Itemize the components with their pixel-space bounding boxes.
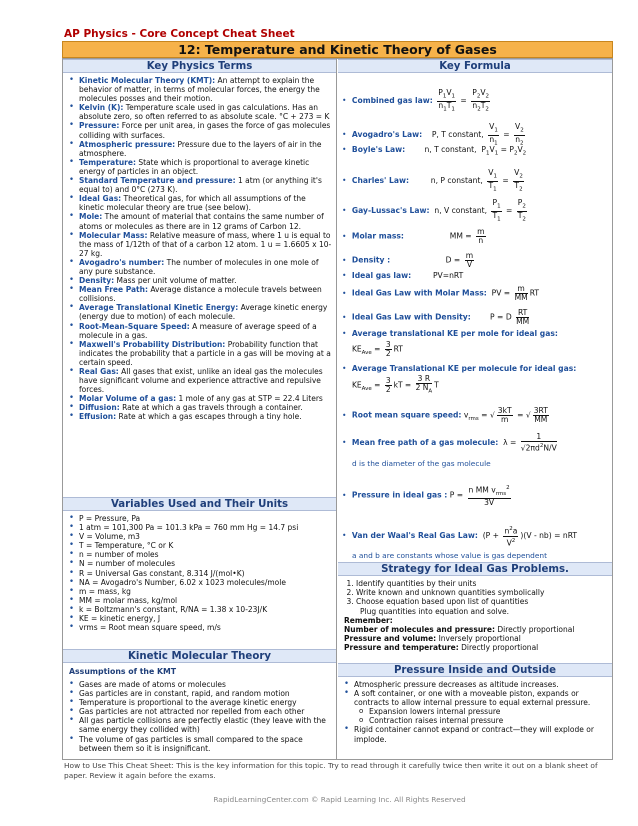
strategy-step-continuation: Plug quantities into equation and solve. [360, 606, 510, 616]
formula-label: Pressure in ideal gas : [351, 490, 448, 500]
key-term-item [68, 212, 332, 230]
key-term-definition: Average distance a molecule travels between collisions. [79, 285, 322, 304]
key-term-item [68, 76, 332, 103]
variable-item: • k = Boltzmann's constant, R/NA = 1.38 x 10-23J/K [68, 605, 332, 614]
key-term-definition: Mass per unit volume of matter. [114, 276, 237, 286]
key-terms-section [63, 59, 336, 422]
remember-item: Pressure and temperature: Directly proportional [344, 643, 539, 653]
left-column [63, 59, 337, 759]
key-term-definition: Rate at which a gas travels through a container. [119, 403, 303, 413]
formula-section [338, 59, 612, 73]
formula-label: Boyle's Law: [351, 145, 406, 154]
formula-label: Root mean square speed: [351, 410, 462, 420]
kmt-subheading: Assumptions of the KMT [69, 667, 177, 676]
formula-expression: $KE_{Ave}$ = $\frac{3}{2}$ kT = $\frac{3 R}{2 N_A}$ T [352, 374, 439, 395]
key-term-name: Kinetic Molecular Theory (KMT): [79, 76, 216, 85]
formula-condition: n, V constant, [434, 206, 488, 216]
key-term-item [68, 322, 332, 340]
formula-gay-lussac: • Gay-Lussac's Law: n, V constant, $\frac{P_1}{T_1}$ = $\frac{P_2}{T_2}$ [342, 199, 608, 223]
key-term-definition: Temperature scale used in gas calculations. Has an absolute zero, so often referred to as absolute scale. °C + 273 = K [79, 103, 330, 122]
variable-item: • T = Temperature, °C or K [68, 541, 332, 550]
variable-item: • R = Universal Gas constant, 8.314 J/(mol•K) [68, 569, 332, 578]
formula-avogadro: • Avogadro's Law: P, T constant, $\frac{V_1}{n_1}$ = $\frac{V_2}{n_2}$ [342, 123, 608, 147]
remember-item: Pressure and volume: Inversely proportional [344, 634, 521, 644]
key-term-name: Root-Mean-Square Speed: [79, 321, 190, 331]
kmt-assumption-item: • Gases are made of atoms or molecules [68, 680, 332, 689]
key-term-name: Real Gas: [79, 367, 119, 376]
key-term-item [68, 194, 332, 212]
key-term-item [68, 158, 332, 176]
formula-expression: PV=nRT [432, 271, 464, 280]
formula-expression: $KE_{Ave}$ = $\frac{3}{2}$ RT [352, 340, 403, 358]
key-term-item [68, 103, 332, 121]
formula-combined: • Combined gas law: $\frac{P_1V_1}{n_1T_1}$ = $\frac{P_2V_2}{n_2T_2}$ [342, 89, 608, 113]
key-term-name: Molecular Mass: [79, 230, 148, 240]
key-term-name: Mean Free Path: [79, 285, 148, 295]
list-item: • Rigid container cannot expand or contract—they will explode or implode. [343, 725, 608, 743]
variable-item: • V = Volume, m3 [68, 532, 332, 541]
formula-label: Charles' Law: [351, 176, 410, 186]
strategy-body [338, 576, 612, 653]
remember-item: Number of molecules and pressure: Directly proportional [344, 625, 575, 635]
key-term-item [68, 285, 332, 303]
key-term-item [68, 412, 332, 421]
kmt-list [63, 677, 336, 753]
key-term-name: Ideal Gas: [79, 194, 122, 204]
key-term-definition: A measure of average speed of a molecule in a gas. [79, 321, 317, 340]
key-term-item [68, 231, 332, 258]
key-terms-heading: Key Physics Terms [63, 59, 336, 73]
key-term-item [68, 140, 332, 158]
kmt-assumption-item: • Temperature is proportional to the average kinetic energy [68, 698, 332, 707]
key-term-definition: State which is proportional to average kinetic energy of particles in an object. [79, 157, 310, 176]
key-term-item [68, 403, 332, 412]
formula-label: Van der Waal's Real Gas Law: [351, 531, 478, 541]
key-term-definition: Average kinetic energy (energy due to motion) of each molecule. [79, 303, 328, 322]
key-term-item [68, 340, 332, 367]
formula-ideal-gas [342, 271, 608, 280]
formula-charles: • Charles' Law: n, P constant, $\frac{V_1}{T_1}$ = $\frac{V_2}{T_2}$ [342, 169, 608, 193]
remember-label: Remember: [344, 615, 393, 625]
key-term-name: Atmospheric pressure: [79, 139, 176, 149]
key-term-definition: Relative measure of mass, where 1 u is equal to the mass of 1/12th of that of a carbon 12 atom. 1 u = 1.6605 x 10-27 kg. [79, 230, 332, 258]
formula-label: Molar mass: [351, 231, 404, 241]
key-term-name: Standard Temperature and pressure: [79, 176, 236, 186]
formula-pressure: • Pressure in ideal gas : P = $\frac{n MM v_{rms}^2}{3V}$ [342, 484, 608, 507]
kmt-section [63, 649, 336, 753]
formula-label: Gay-Lussac's Law: [351, 206, 430, 216]
key-term-definition: Probability function that indicates the probability that a particle in a gas will be moving at a certain speed. [79, 339, 331, 367]
key-term-item [68, 176, 332, 194]
variable-item: • n = number of moles [68, 550, 332, 559]
variables-section [63, 497, 336, 632]
formula-label: Avogadro's Law: [351, 130, 423, 140]
key-term-definition: An attempt to explain the behavior of matter, in terms of molecular forces, the energy the molecules posses and their motion. [79, 76, 320, 104]
formula-van-der-waals: • Van der Waal's Real Gas Law: (P + $\frac{n^2a}{V^2}$ )(V - nb) = nRT [342, 525, 608, 547]
kmt-assumption-item: • All gas particle collisions are perfectly elastic (they leave with the same energy they collided with) [68, 716, 332, 734]
variable-item: • MM = molar mass, kg/mol [68, 596, 332, 605]
formula-condition: P, T constant, [431, 130, 484, 140]
variable-item: • N = number of molecules [68, 559, 332, 568]
formula-density: • Density : D = $\frac{m}{V}$ [342, 252, 608, 269]
page-title: 12: Temperature and Kinetic Theory of Gases [62, 41, 613, 58]
key-term-name: Diffusion: [79, 403, 120, 413]
formula-ideal-density: • Ideal Gas Law with Density: P = D $\frac{RT}{MM}$ [342, 309, 608, 326]
kmt-assumption-item: • Gas particles are in constant, rapid, and random motion [68, 689, 332, 698]
formula-label: Mean free path of a gas molecule: [351, 437, 499, 447]
formula-label: Combined gas law: [351, 96, 433, 106]
credit-line: RapidLearningCenter.com © Rapid Learning Inc. All Rights Reserved [213, 795, 466, 804]
right-column [338, 59, 612, 759]
key-term-name: Avogadro's number: [79, 257, 165, 267]
list-item: • A soft container, or one with a moveable piston, expands or contracts to allow internal pressure to equal external pressure. [343, 689, 608, 707]
formula-condition: n, T constant, [424, 145, 477, 154]
formula-expression: $\frac{P_2V_2}{n_2T_2}$ [472, 88, 490, 113]
kmt-assumption-item: • The volume of gas particles is small compared to the space between them so it is insignificant. [68, 735, 332, 753]
key-term-item [68, 276, 332, 285]
variable-item: • P = Pressure, Pa [68, 514, 332, 523]
formula-rms: • Root mean square speed: $v_{rms}$ = √ $\frac{3kT}{m}$ = √ $\frac{3RT}{MM}$ [342, 407, 608, 424]
strategy-step: 3. Choose equation based upon list of quantities [356, 597, 606, 606]
key-term-name: Density: [79, 276, 115, 286]
formula-ake-mole [342, 329, 608, 338]
key-term-definition: The number of molecules in one mole of any pure substance. [79, 257, 319, 276]
kmt-heading: Kinetic Molecular Theory [63, 649, 336, 663]
variables-heading: Variables Used and Their Units [63, 497, 336, 511]
van-der-waals-note: a and b are constants whose value is gas dependent [352, 551, 547, 560]
key-term-definition: Pressure due to the layers of air in the atmosphere. [79, 139, 322, 158]
key-term-definition: Rate at which a gas escapes through a tiny hole. [116, 412, 302, 422]
formula-ideal-molar: • Ideal Gas Law with Molar Mass: PV = $\frac{m}{MM}$ RT [342, 285, 608, 302]
formula-ake-molecule [342, 364, 608, 373]
key-term-definition: 1 atm (or anything it's equal to) and 0°C (273 K). [79, 176, 322, 195]
key-term-item [68, 258, 332, 276]
cheat-sheet-grid [62, 58, 613, 760]
list-item: • Atmospheric pressure decreases as altitude increases. [343, 680, 608, 689]
list-item: o Contraction raises internal pressure [343, 716, 608, 725]
key-term-definition: Force per unit area, in gases the force of gas molecules colliding with surfaces. [79, 121, 331, 140]
variable-item: • 1 atm = 101,300 Pa = 101.3 kPa = 760 mm Hg = 14.7 psi [68, 523, 332, 532]
formula-label: Average Translational KE per molecule for ideal gas: [351, 364, 577, 373]
strategy-section [338, 562, 612, 653]
variable-item: • KE = kinetic energy, J [68, 614, 332, 623]
formula-label: Density : [351, 255, 391, 265]
variables-list [63, 511, 336, 632]
formula-label: Ideal Gas Law with Density: [351, 312, 471, 322]
formula-label: Average translational KE per mole for ideal gas: [351, 329, 558, 338]
formula-expression: $\frac{P_1V_1}{n_1T_1}$ [438, 88, 456, 113]
strategy-heading: Strategy for Ideal Gas Problems. [338, 562, 612, 576]
variable-item: • NA = Avogadro's Number, 6.02 x 1023 molecules/mole [68, 578, 332, 587]
header-title: AP Physics - Core Concept Cheat Sheet [64, 28, 295, 40]
strategy-steps [344, 579, 606, 607]
usage-note: How to Use This Cheat Sheet: This is the key information for this topic. Try to read through it carefully twice then write it out on a blank sheet of paper. Review it again before the exams. [64, 761, 598, 780]
formula-label: Ideal gas law: [351, 271, 412, 280]
key-term-item [68, 303, 332, 321]
key-term-name: Maxwell's Probability Distribution: [79, 339, 226, 349]
key-term-name: Effusion: [79, 412, 117, 422]
variable-item: • vrms = Root mean square speed, m/s [68, 623, 332, 632]
key-term-item [68, 367, 332, 394]
key-term-definition: The amount of material that contains the same number of atoms or molecules as there are in 12 grams of Carbon 12. [79, 212, 324, 231]
formula-condition: n, P constant, [430, 176, 483, 186]
key-term-name: Temperature: [79, 157, 136, 167]
key-terms-list [63, 73, 336, 422]
formula-mean-free-path: • Mean free path of a gas molecule: λ = $\frac{1}{√2\pi d^2N/V}$ [342, 433, 608, 453]
formula-molar-mass: • Molar mass: MM = $\frac{m}{n}$ [342, 228, 608, 245]
key-term-name: Molar Volume of a gas: [79, 394, 177, 404]
formula-heading: Key Formula [338, 59, 612, 73]
key-term-item [68, 121, 332, 139]
kmt-assumption-item: • Gas particles are not attracted nor repelled from each other [68, 707, 332, 716]
key-term-definition: All gases that exist, unlike an ideal gas the molecules have significant volume and experience attractive and repulsive forces. [79, 367, 323, 395]
key-term-name: Average Translational Kinetic Energy: [79, 303, 239, 313]
pressure-inside-outside-heading: Pressure Inside and Outside [338, 663, 612, 677]
pressure-inside-outside-section [338, 663, 612, 744]
key-term-name: Kelvin (K): [79, 103, 124, 113]
key-term-definition: Theoretical gas, for which all assumptions of the kinetic molecular theory are true (see below). [79, 194, 306, 213]
mean-free-path-note: d is the diameter of the gas molecule [352, 459, 491, 468]
key-term-definition: 1 mole of any gas at STP = 22.4 Liters [176, 394, 323, 404]
formula-boyle: • Boyle's Law: n, T constant, $P_1V_1 = P_2V_2$ [342, 145, 608, 157]
key-term-item [68, 394, 332, 403]
pressure-list [338, 677, 612, 744]
formula-label: Ideal Gas Law with Molar Mass: [351, 288, 487, 298]
variable-item: • m = mass, kg [68, 587, 332, 596]
key-term-name: Pressure: [79, 121, 120, 131]
strategy-step: 2. Write known and unknown quantities symbolically [356, 588, 606, 597]
strategy-step: 1. Identify quantities by their units [356, 579, 606, 588]
key-term-name: Mole: [79, 212, 103, 222]
list-item: o Expansion lowers internal pressure [343, 707, 608, 716]
